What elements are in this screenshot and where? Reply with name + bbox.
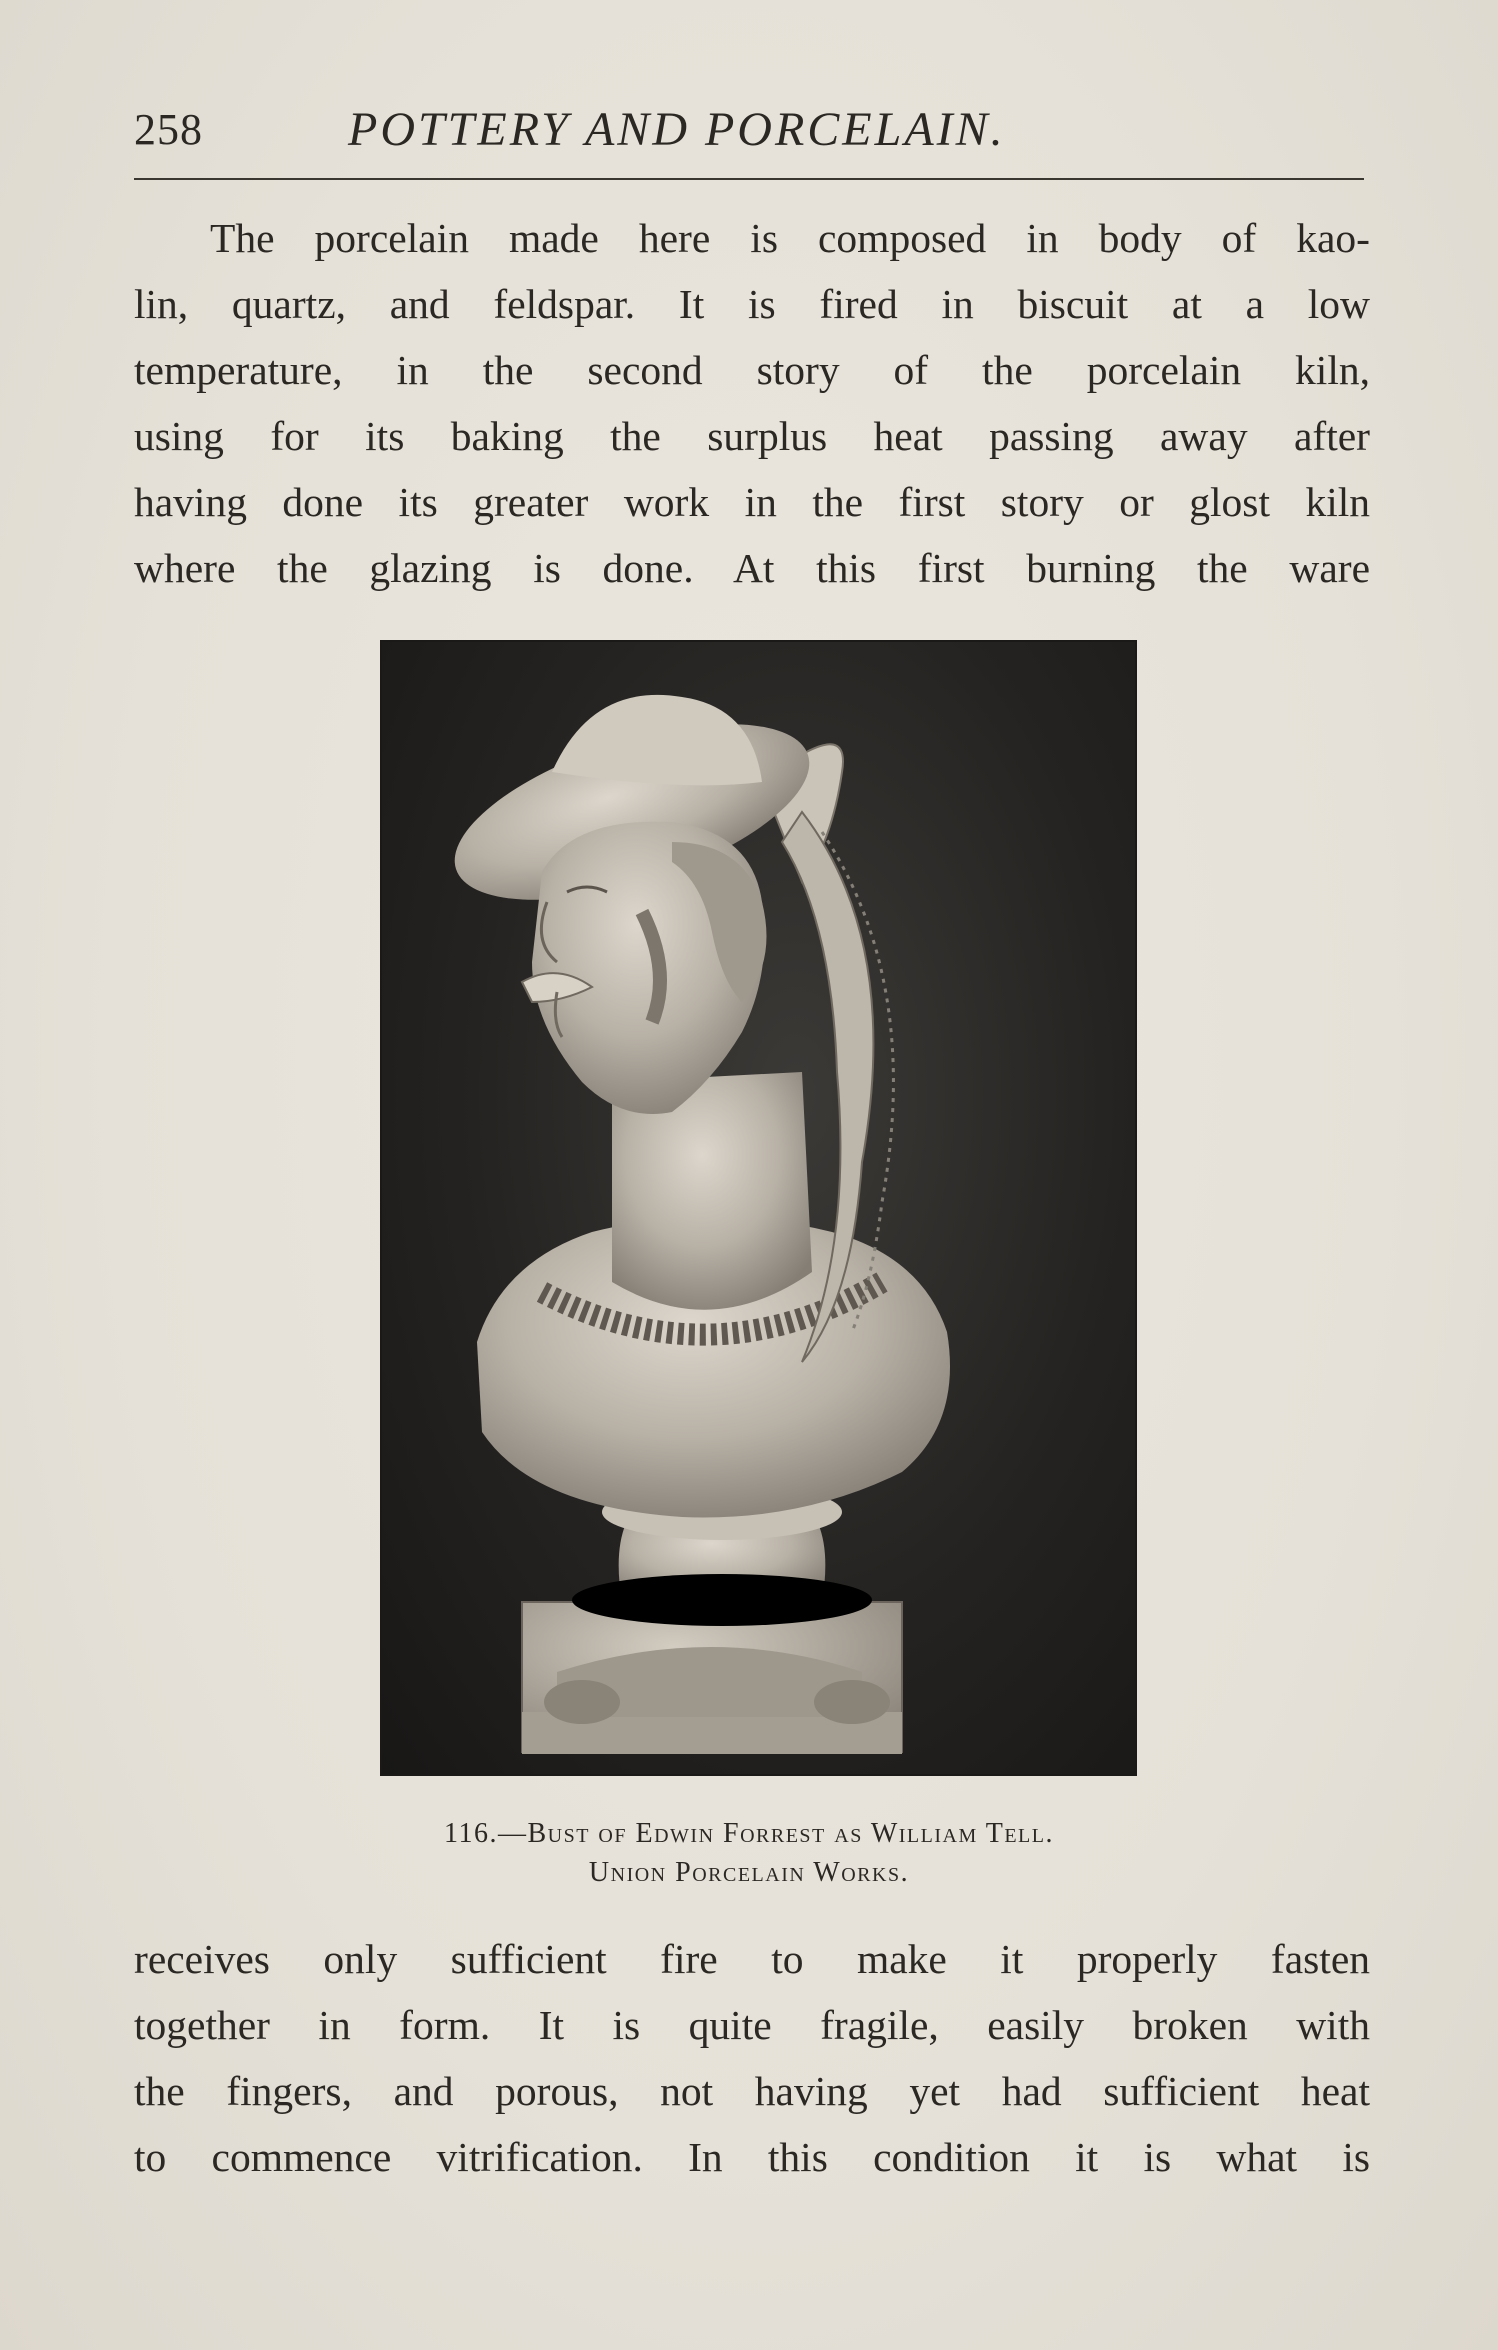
text-line: The porcelain made here is composed in body of kao- (210, 215, 1370, 261)
figure-caption-line-1: 116.—Bust of Edwin Forrest as William Tell. (444, 1818, 1054, 1849)
running-title: POTTERY AND PORCELAIN. (348, 103, 1006, 156)
paragraph-bottom (134, 1926, 1370, 2190)
paragraph-top (134, 205, 1370, 601)
text-line: lin, quartz, and feldspar. It is fired in biscuit at a low (134, 281, 1370, 327)
text-line: receives only sufficient fire to make it properly fasten (134, 1936, 1370, 1982)
bust-illustration (382, 642, 1135, 1774)
text-line: using for its baking the surplus heat passing away after (134, 413, 1370, 459)
header-rule (134, 178, 1364, 180)
text-line: having done its greater work in the first story or glost kiln (134, 479, 1370, 525)
running-head (134, 100, 1364, 170)
text-line: the fingers, and porous, not having yet had sufficient heat (134, 2068, 1370, 2114)
text-line: together in form. It is quite fragile, easily broken with (134, 2002, 1370, 2048)
bust-photograph (380, 640, 1137, 1776)
figure-caption-line-2: Union Porcelain Works. (588, 1857, 910, 1888)
text-line: where the glazing is done. At this first burning the ware (134, 545, 1370, 591)
text-line: to commence vitrification. In this condition it is what is (134, 2134, 1370, 2180)
text-line: temperature, in the second story of the porcelain kiln, (134, 347, 1370, 393)
page-number: 258 (134, 105, 203, 154)
